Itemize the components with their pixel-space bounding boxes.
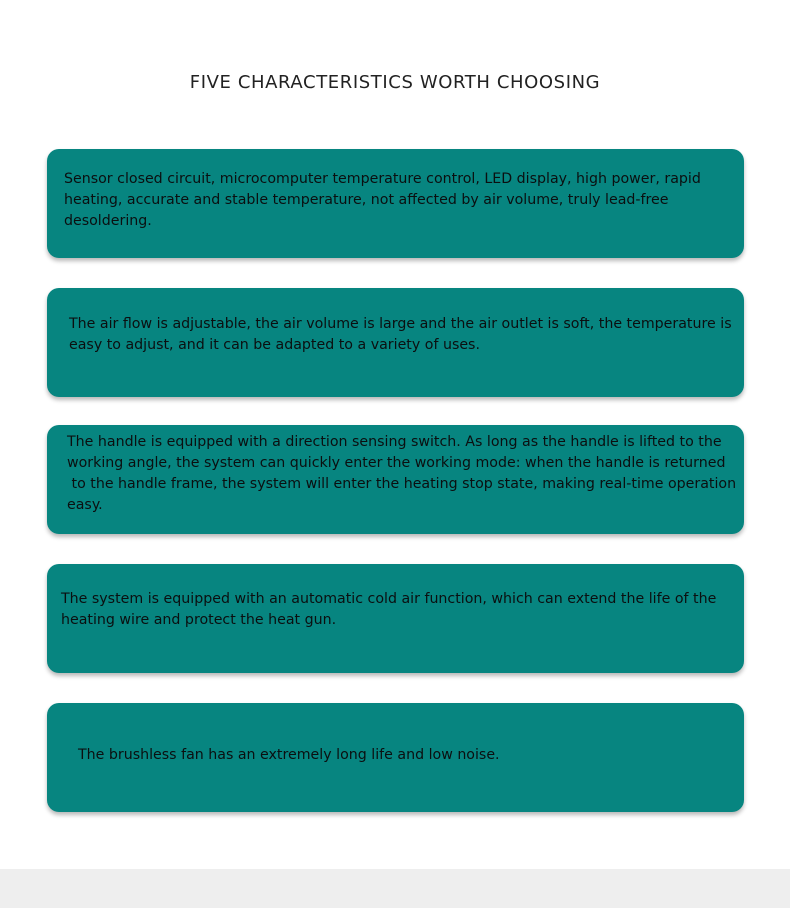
feature-card-5	[47, 703, 744, 812]
feature-text-4: The system is equipped with an automatic cold air function, which can extend the life of the heating wire and protect the heat gun.	[61, 591, 717, 628]
page-title: FIVE CHARACTERISTICS WORTH CHOOSING	[189, 72, 601, 93]
feature-card-2	[47, 288, 744, 397]
feature-card-3	[47, 425, 744, 534]
feature-card-1	[47, 149, 744, 258]
feature-text-5: The brushless fan has an extremely long life and low noise.	[78, 747, 500, 763]
feature-card-4	[47, 564, 744, 673]
feature-text-3: The handle is equipped with a direction sensing switch. As long as the handle is lifted to the working angle, the system can quickly enter the working mode: when the handle is returned to the handle frame, the system will enter the heating stop state, making real-time operation easy.	[67, 434, 737, 513]
footer-band	[0, 869, 790, 908]
feature-text-1: Sensor closed circuit, microcomputer temperature control, LED display, high power, rapid heating, accurate and stable temperature, not affected by air volume, truly lead-free desoldering.	[64, 171, 701, 229]
feature-text-2: The air flow is adjustable, the air volume is large and the air outlet is soft, the temperature is easy to adjust, and it can be adapted to a variety of uses.	[69, 316, 732, 353]
